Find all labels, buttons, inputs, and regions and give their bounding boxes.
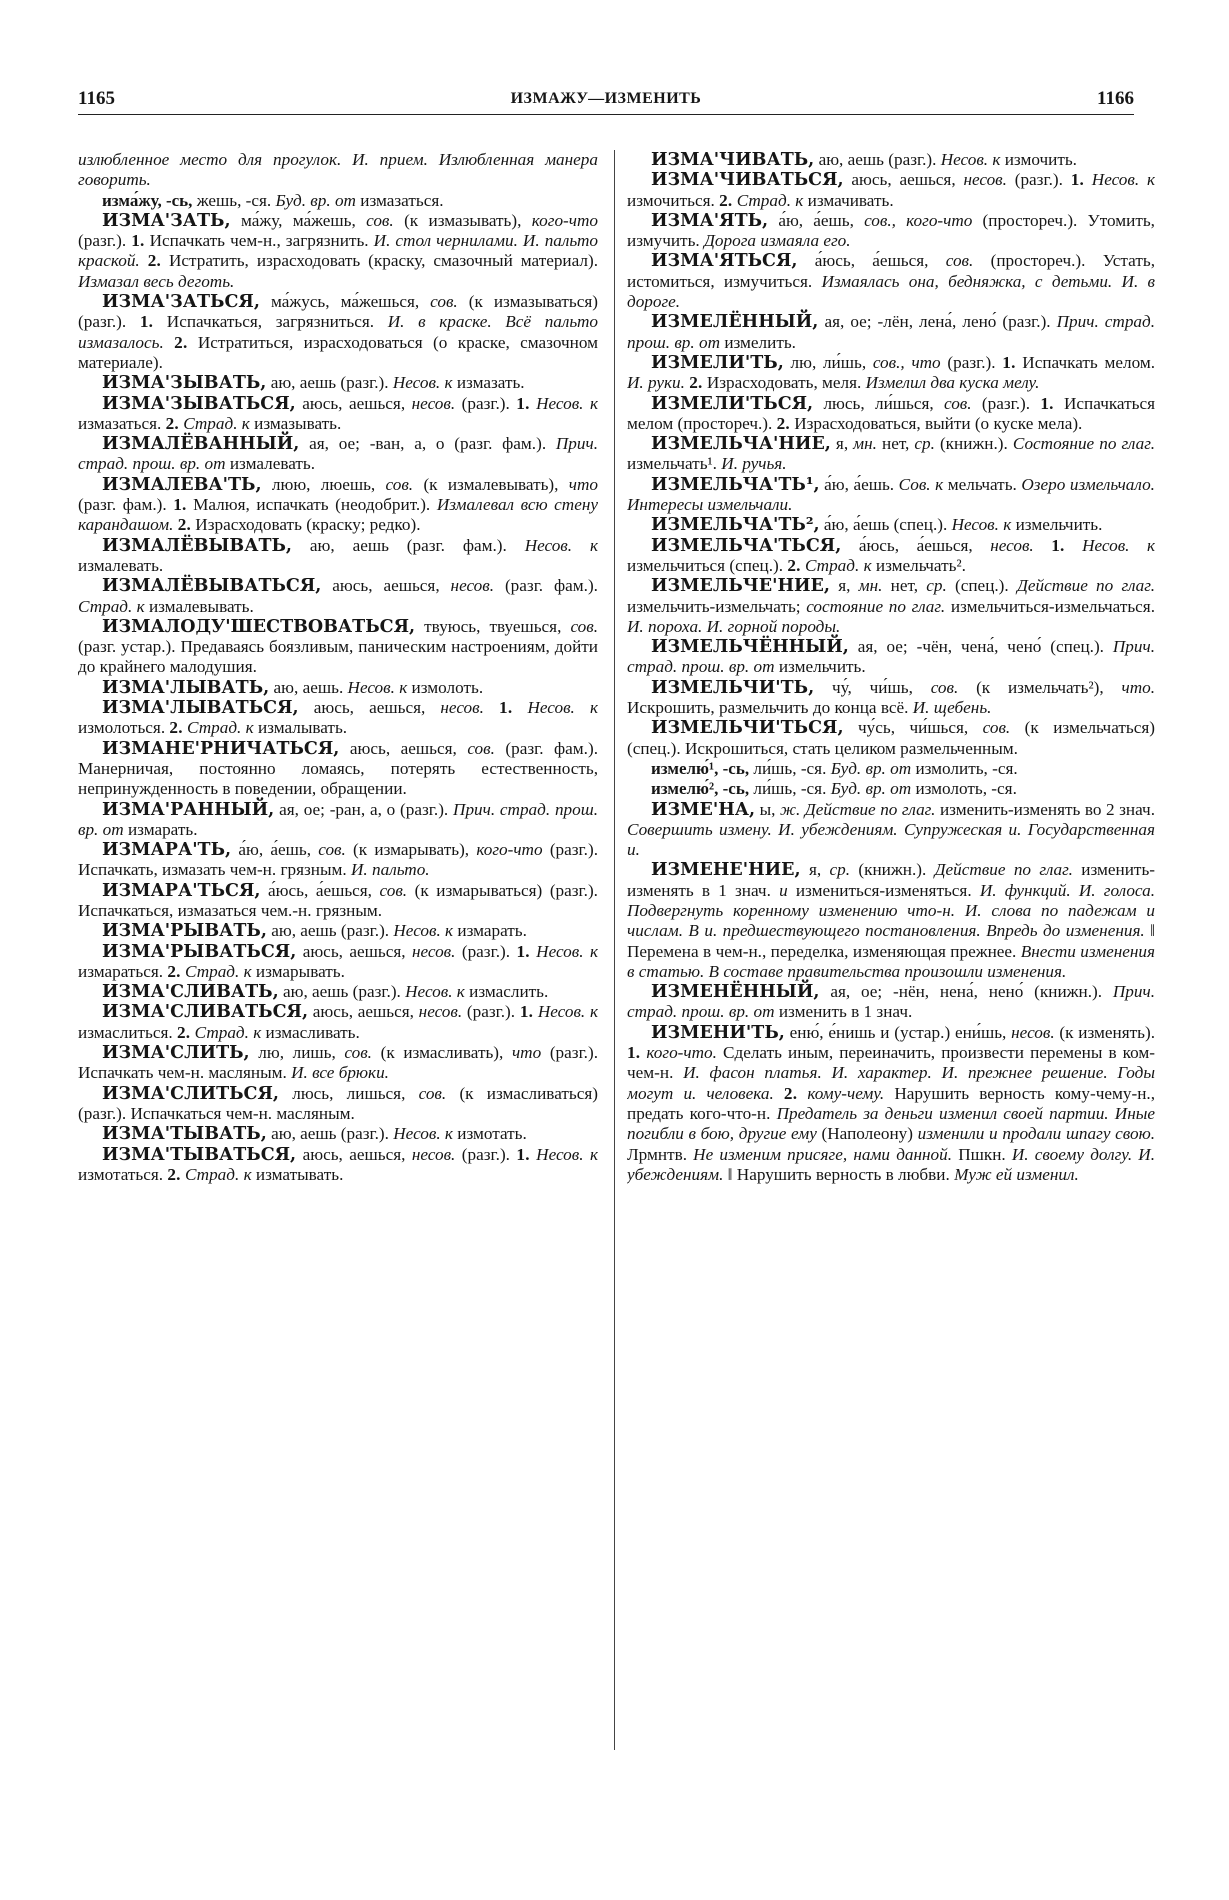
entry-definition: аю, аешь (разг. фам.). Несов. к измалевать. xyxy=(78,535,598,575)
headword: ИЗМЕЛЬЧЕ'НИЕ, xyxy=(651,576,830,597)
headword: ИЗМЕЛЬЧИ'ТЬСЯ, xyxy=(651,718,844,739)
entry-definition: жешь, -ся. Буд. вр. от измазаться. xyxy=(192,190,444,210)
entry-definition: я, ср. (книжн.). Действие по глаг. изменить-изменять в 1 знач. и измениться-изменяться. И. функций. И. голоса. Подвергнуть коренному изменению что-н. И. слова по падежам и числам. В и. предшествующего постановления. Впредь до изменения. ‖ Перемена в чем-н., переделка, изменяющая прежнее. Внести изменения в статью. В составе правительства произошли изменения. xyxy=(627,860,1155,981)
entry-definition: ма́жусь, ма́жешься, сов. (к измазываться) (разг.). 1. Испачкаться, загрязниться. И. в краске. Всё пальто измазалось. 2. Истратиться, израсходоваться (о краске, смазочном материале). xyxy=(78,292,598,372)
dictionary-entry xyxy=(78,191,598,211)
entry-definition: ая, ое; -ран, а, о (разг.). Прич. страд. прош. вр. от измарать. xyxy=(78,799,598,839)
headword: ИЗМАЛЁВАННЫЙ, xyxy=(102,434,300,455)
headword: ИЗМАЛЕВА'ТЬ, xyxy=(102,474,262,495)
entry-definition: я, мн. нет, ср. (книжн.). Состояние по глаг. измельчать¹. И. ручья. xyxy=(627,434,1155,474)
entry-definition: аюсь, аешься, несов. (разг.). 1. Несов. к измотаться. 2. Страд. к изматывать. xyxy=(78,1144,598,1184)
dictionary-entry xyxy=(627,434,1155,475)
dictionary-entry xyxy=(78,921,598,941)
dictionary-entry xyxy=(627,475,1155,516)
dictionary-entry xyxy=(627,170,1155,211)
headword: ИЗМА'ЛЫВАТЬ, xyxy=(102,677,270,698)
headword: ИЗМА'СЛИТЬСЯ, xyxy=(102,1083,279,1104)
dictionary-entry xyxy=(627,394,1155,435)
entry-definition: аюсь, аешься, несов. (разг. фам.). Страд. к измалевывать. xyxy=(78,576,598,616)
headword: ИЗМАРА'ТЬСЯ, xyxy=(102,880,261,901)
entry-definition: аю, аешь (разг.). Несов. к измотать. xyxy=(266,1124,527,1144)
headword: ИЗМАРА'ТЬ, xyxy=(102,840,232,861)
headword: ИЗМЕЛЁННЫЙ, xyxy=(651,312,819,333)
headword: измелю́², -сь, xyxy=(651,779,750,799)
entry-definition: ая, ое; -лён, лена́, лено́ (разг.). Прич. страд. прош. вр. от измелить. xyxy=(627,312,1155,352)
entry-definition: аю, аешь (разг.). Несов. к измочить. xyxy=(814,150,1077,169)
headword: изма́жу, -сь, xyxy=(102,190,193,210)
entry-definition: а́ю, а́ешь, сов., кого-что (простореч.). Утомить, измучить. Дорога измаяла его. xyxy=(627,210,1155,251)
entry-definition: лю, лишь, сов. (к измасливать), что (разг.). Испачкать чем-н. масляным. И. все брюки. xyxy=(78,1043,598,1083)
entry-definition: аюсь, аешься, сов. (разг. фам.). Манерничая, постоянно ломаясь, потерять естественность, непринужденность в поведении, обращении. xyxy=(78,738,598,799)
headword: ИЗМЕЛЬЧИ'ТЬ, xyxy=(651,677,815,698)
dictionary-entry xyxy=(78,292,598,373)
dictionary-entry xyxy=(627,211,1155,252)
entry-definition: аюсь, аешься, несов. (разг.). 1. Несов. к измаслиться. 2. Страд. к измасливать. xyxy=(78,1002,598,1042)
dictionary-entry xyxy=(78,698,598,739)
dictionary-entry xyxy=(78,1002,598,1043)
dictionary-entry xyxy=(78,982,598,1002)
entry-definition: аю, аешь (разг.). Несов. к измаслить. xyxy=(278,982,549,1002)
entry-definition: ы, ж. Действие по глаг. изменить-изменять во 2 знач. Совершить измену. И. убеждениям. Супружеская и. Государственная и. xyxy=(627,799,1155,860)
dictionary-entry xyxy=(78,1043,598,1084)
dictionary-entry xyxy=(627,353,1155,394)
dictionary-entry xyxy=(627,800,1155,861)
headword: ИЗМА'ЗЫВАТЬ, xyxy=(102,373,267,394)
entry-definition: а́ю, а́ешь (спец.). Несов. к измельчить. xyxy=(819,515,1103,535)
dictionary-entry xyxy=(78,739,598,800)
headword: ИЗМА'ЧИВАТЬ, xyxy=(651,150,815,170)
headword: ИЗМА'ТЫВАТЬ, xyxy=(102,1124,267,1145)
entry-definition: аюсь, аешься, несов. (разг.). 1. Несов. к измазаться. 2. Страд. к измазывать. xyxy=(78,393,598,433)
right-column xyxy=(627,150,1155,1860)
entry-definition: а́ю, а́ешь, сов. (к измарывать), кого-что (разг.). Испачкать, измазать чем-н. грязным. И. пальто. xyxy=(78,840,598,880)
dictionary-entry xyxy=(78,1124,598,1144)
headword: ИЗМА'ТЫВАТЬСЯ, xyxy=(102,1144,297,1165)
dictionary-entry xyxy=(78,373,598,393)
entry-definition: аю, аешь (разг.). Несов. к измазать. xyxy=(266,373,525,393)
entry-definition: ая, ое; -нён, нена́, нено́ (книжн.). Прич. страд. прош. вр. от изменить в 1 знач. xyxy=(627,982,1155,1022)
running-title: ИЗМАЖУ—ИЗМЕНИТЬ xyxy=(510,90,702,107)
entry-definition: ая, ое; -ван, а, о (разг. фам.). Прич. страд. прош. вр. от измалевать. xyxy=(78,434,598,474)
headword: ИЗМА'СЛИВАТЬСЯ, xyxy=(102,1002,309,1023)
headword: ИЗМАНЕ'РНИЧАТЬСЯ, xyxy=(102,738,340,759)
headword: ИЗМЕНИ'ТЬ, xyxy=(651,1022,785,1043)
dictionary-entry xyxy=(78,617,598,678)
dictionary-entry xyxy=(78,1084,598,1125)
headword: ИЗМЕЛЬЧА'ТЬ¹, xyxy=(651,474,820,495)
headword: ИЗМА'ЗЫВАТЬСЯ, xyxy=(102,393,296,414)
entry-definition: лю, ли́шь, сов., что (разг.). 1. Испачкать мелом. И. руки. 2. Израсходовать, меля. Измелил два куска мелу. xyxy=(627,352,1155,393)
entry-definition: аю, аешь (разг.). Несов. к измарать. xyxy=(266,921,527,941)
headword: ИЗМЕЛИ'ТЬ, xyxy=(651,352,784,373)
dictionary-entry xyxy=(627,982,1155,1023)
entry-definition: а́юсь, а́ешься, сов. (к измарываться) (разг.). Испачкаться, измазаться чем.-н. грязным. xyxy=(78,880,598,920)
entry-definition: еню́, е́нишь и (устар.) ени́шь, несов. (к изменять). 1. кого-что. Сделать иным, переиначить, произвести перемены в ком-чем-н. И. фасон платья. И. характер. И. прежнее решение. Годы могут и. человека. 2. кому-чему. Нарушить верность кому-чему-н., предать кого-что-н. Предатель за деньги изменил своей партии. Иные погибли в бою, другие ему (Наполеону) изменили и продали шпагу свою. Лрмнтв. Не изменим присяге, нами данной. Пшкн. И. своему долгу. И. убеждениям. ‖ Нарушить верность в любви. Муж ей изменил. xyxy=(627,1022,1155,1184)
dictionary-entry xyxy=(627,515,1155,535)
headword: ИЗМЕЛЬЧА'ТЬ², xyxy=(651,515,820,536)
headword: ИЗМА'ЗАТЬСЯ, xyxy=(102,292,260,313)
dictionary-entry xyxy=(78,475,598,536)
dictionary-entry xyxy=(627,779,1155,799)
entry-definition: ли́шь, -ся. Буд. вр. от измолить, -ся. xyxy=(749,758,1018,778)
dictionary-entry xyxy=(78,881,598,922)
entry-definition: ма́жу, ма́жешь, сов. (к измазывать), кого-что (разг.). 1. Испачкать чем-н., загрязнить. И. стол чернилами. И. пальто краской. 2. Истратить, израсходовать (краску, смазочный материал). Измазал весь деготь. xyxy=(78,210,598,291)
dictionary-entry xyxy=(627,637,1155,678)
headword: ИЗМА'СЛИТЬ, xyxy=(102,1043,250,1064)
dictionary-entry xyxy=(627,759,1155,779)
headword: ИЗМА'ЯТЬ, xyxy=(651,210,769,231)
headword: ИЗМА'РЫВАТЬСЯ, xyxy=(102,941,297,962)
headword: ИЗМА'РЫВАТЬ, xyxy=(102,921,267,942)
headword: ИЗМЕНЁННЫЙ, xyxy=(651,982,820,1003)
entry-definition: а́юсь, а́ешься, несов. 1. Несов. к измельчиться (спец.). 2. Страд. к измельчать². xyxy=(627,535,1155,575)
entry-definition: аю, аешь. Несов. к измолоть. xyxy=(269,677,484,697)
dictionary-entry xyxy=(78,211,598,292)
entry-definition: люю, люешь, сов. (к измалевывать), что (разг. фам.). 1. Малюя, испачкать (неодобрит.). Измалевал всю стену карандашом. 2. Израсходовать (краску; редко). xyxy=(78,474,598,535)
dictionary-entry xyxy=(627,536,1155,577)
dictionary-entry xyxy=(78,678,598,698)
dictionary-entry xyxy=(627,150,1155,170)
entry-definition: излюбленное место для прогулок. И. прием. Излюбленная манера говорить. xyxy=(78,150,598,190)
dictionary-entry xyxy=(627,312,1155,353)
entry-definition: я, мн. нет, ср. (спец.). Действие по глаг. измельчить-измельчать; состояние по глаг. измельчиться-измельчаться. И. пороха. И. горной породы. xyxy=(627,576,1155,636)
headword: измелю́¹, -сь, xyxy=(651,758,750,778)
page-header xyxy=(78,88,1134,115)
headword: ИЗМАЛЁВЫВАТЬ, xyxy=(102,535,293,556)
dictionary-entry xyxy=(78,1145,598,1186)
dictionary-entry xyxy=(627,576,1155,637)
headword: ИЗМЕЛЬЧЁННЫЙ, xyxy=(651,637,849,658)
dictionary-entry xyxy=(78,576,598,617)
dictionary-entry xyxy=(627,1023,1155,1185)
headword: ИЗМА'ЛЫВАТЬСЯ, xyxy=(102,698,299,719)
dictionary-entry xyxy=(78,434,598,475)
headword: ИЗМАЛОДУ'ШЕСТВОВАТЬСЯ, xyxy=(102,616,416,637)
headword: ИЗМЕ'НА, xyxy=(651,799,756,820)
entry-definition: аюсь, аешься, несов. (разг.). 1. Несов. к измараться. 2. Страд. к измарывать. xyxy=(78,941,598,981)
entry-definition: люсь, лишься, сов. (к измасливаться) (разг.). Испачкаться чем-н. масляным. xyxy=(78,1083,598,1123)
entry-definition: а́юсь, а́ешься, сов. (простореч.). Устать, истомиться, измучиться. Измаялась она, бедняжка, с детьми. И. в дороге. xyxy=(627,251,1155,312)
dictionary-entry xyxy=(627,251,1155,312)
page-number-left: 1165 xyxy=(78,88,115,109)
entry-definition: а́ю, а́ешь. Сов. к мельчать. Озеро измельчало. Интересы измельчали. xyxy=(627,474,1155,515)
dictionary-entry xyxy=(78,942,598,983)
dictionary-entry xyxy=(78,394,598,435)
headword: ИЗМА'ЯТЬСЯ, xyxy=(651,251,798,272)
dictionary-entry xyxy=(627,718,1155,759)
entry-definition: чу́сь, чи́шься, сов. (к измельчаться) (спец.). Искрошиться, стать целиком размельченным. xyxy=(627,718,1155,758)
entry-definition: аюсь, аешься, несов. (разг.). 1. Несов. к измочиться. 2. Страд. к измачивать. xyxy=(627,170,1155,210)
headword: ИЗМЕЛИ'ТЬСЯ, xyxy=(651,393,814,414)
dictionary-entry xyxy=(627,860,1155,982)
dictionary-entry xyxy=(78,800,598,841)
headword: ИЗМА'РАННЫЙ, xyxy=(102,799,275,820)
headword: ИЗМЕНЕ'НИЕ, xyxy=(651,860,801,881)
entry-definition: аюсь, аешься, несов. 1. Несов. к измолоться. 2. Страд. к измалывать. xyxy=(78,698,598,738)
headword: ИЗМАЛЁВЫВАТЬСЯ, xyxy=(102,576,322,597)
entry-definition: чу́, чи́шь, сов. (к измельчать²), что. Искрошить, размельчить до конца всё. И. щебень. xyxy=(627,677,1155,718)
headword: ИЗМА'СЛИВАТЬ, xyxy=(102,982,279,1003)
entry-definition: люсь, ли́шься, сов. (разг.). 1. Испачкаться мелом (простореч.). 2. Израсходоваться, выйти (о куске мела). xyxy=(627,393,1155,433)
column-divider xyxy=(614,150,615,1750)
dictionary-entry xyxy=(78,536,598,577)
entry-definition: твуюсь, твуешься, сов. (разг. устар.). Предаваясь боязливым, паническим настроениям, дойти до крайнего малодушия. xyxy=(78,616,598,677)
dictionary-entry xyxy=(627,678,1155,719)
dictionary-entry xyxy=(78,840,598,881)
headword: ИЗМА'ЗАТЬ, xyxy=(102,210,231,231)
page-number-right: 1166 xyxy=(1097,88,1134,109)
headword: ИЗМЕЛЬЧА'ТЬСЯ, xyxy=(651,535,842,556)
headword: ИЗМА'ЧИВАТЬСЯ, xyxy=(651,170,844,191)
entry-definition: ли́шь, -ся. Буд. вр. от измолоть, -ся. xyxy=(749,779,1017,799)
left-column xyxy=(78,150,598,1860)
dictionary-entry xyxy=(78,150,598,191)
entry-definition: ая, ое; -чён, чена́, чено́ (спец.). Прич. страд. прош. вр. от измельчить. xyxy=(627,637,1155,677)
headword: ИЗМЕЛЬЧА'НИЕ, xyxy=(651,434,831,455)
